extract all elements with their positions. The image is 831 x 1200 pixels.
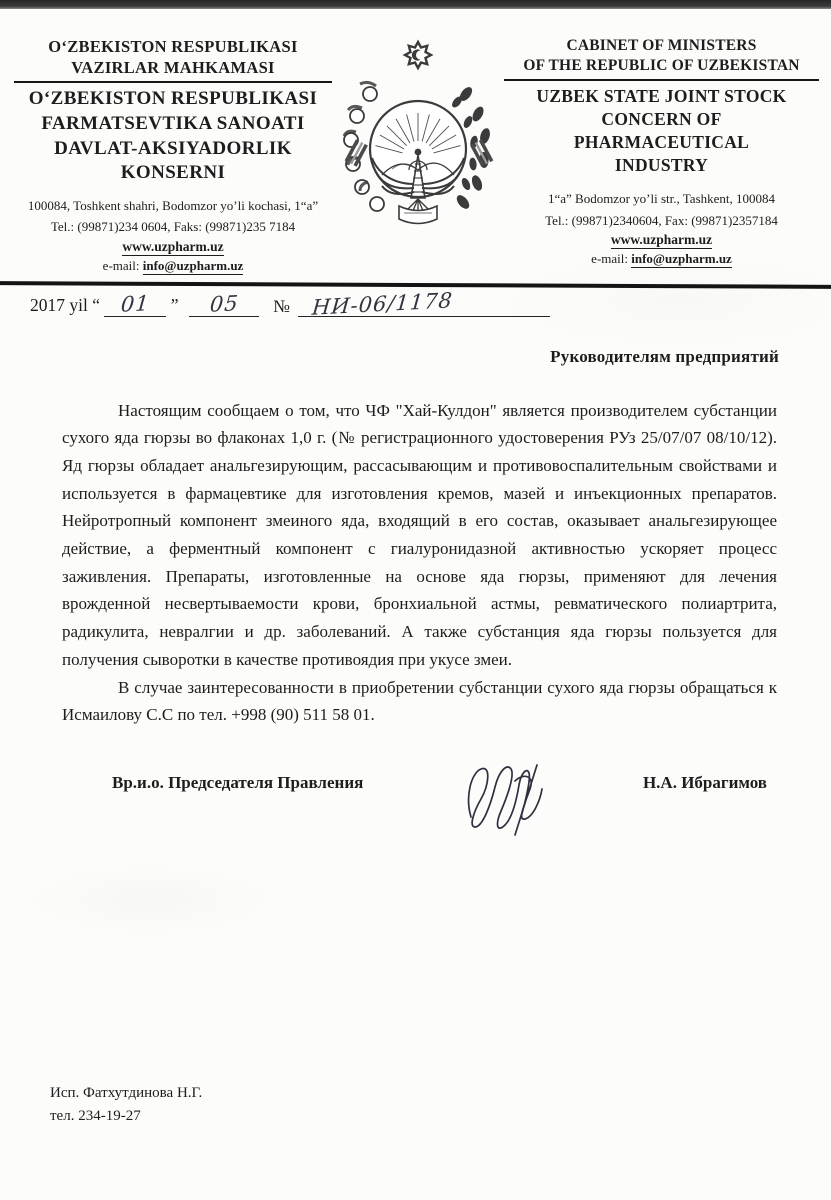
org-name-uz-line4: KONSERNI: [120, 162, 226, 184]
org-name-en-line3: PHARMACEUTICAL: [573, 131, 750, 152]
letterhead-uzbek-column: [12, 36, 334, 274]
letterhead-emblem-column: [334, 36, 502, 238]
outgoing-number-slot: [298, 288, 550, 321]
org-parent-en: [502, 36, 821, 76]
contact-block-uz: [12, 196, 334, 274]
header-rule: [0, 281, 831, 288]
handwritten-number: НИ-06/1178: [311, 288, 455, 321]
signer-title: Вр.и.о. Председателя Правления: [112, 772, 364, 792]
date-day-slot: [104, 293, 166, 316]
handwritten-month: 05: [208, 291, 240, 318]
body-paragraph-1: Настоящим сообщаем о том, что ЧФ "Хай-Кулдон" является производителем субстанции сухого яда гюрзы во флаконах 1,0 г. (№ регистрационного удостоверения РУз 25/07/07 08/10/12). Яд гюрзы обладает анальгезирующим, рассасывающим и противовоспалительным свойствами и используется в фармацевтике для изготовления кремов, мазей и инъекционных препаратов. Нейротропный компонент змеиного яда, входящий в его состав, оказывает анальгезирующее действие, а ферментный компонент с гиалуронидазной активностью ускоряет процесс заживления. Препараты, изготовленные на основе яда гюрзы, применяют для лечения врожденной несвертываемости крови, бронхиальной астмы, ревматического полиартрита, радикулита, невралгии и др. заболеваний. А также субстанция яда гюрзы пользуется для получения сыворотки в качестве противоядия при укусе змеи.: [62, 400, 777, 669]
executor-name: Исп. Фатхутдинова Н.Г.: [50, 1085, 203, 1101]
letterhead-english-column: [502, 36, 821, 267]
executor-block: [50, 1082, 202, 1129]
org-name-uz-line2: FARMATSEVTIKA SANOATI: [41, 112, 305, 134]
org-name-uz-line1: O‘ZBEKISTON RESPUBLIKASI: [28, 88, 318, 110]
website-uz: www.uzpharm.uz: [122, 238, 224, 254]
quote-open: “: [92, 295, 101, 316]
scan-edge-artifact: [0, 0, 831, 9]
address-uz: 100084, Toshkent shahri, Bodomzor yo’li kochasi, 1“a”: [27, 197, 319, 213]
header-divider-left: [14, 81, 332, 83]
email-en: e-mail: info@uzpharm.uz: [591, 251, 732, 267]
org-parent-en-line2: OF THE REPUBLIC OF UZBEKISTAN: [523, 56, 800, 74]
phones-uz: Tel.: (99871)234 0604, Faks: (99871)235 7184: [50, 219, 296, 235]
quote-close: ”: [170, 295, 179, 316]
org-name-en-line2: CONCERN OF: [601, 108, 722, 129]
org-name-en: [502, 85, 821, 177]
executor-phone: тел. 234-19-27: [50, 1108, 141, 1125]
website-en: www.uzpharm.uz: [610, 232, 713, 248]
date-line: [30, 288, 831, 321]
body-paragraph-2: В случае заинтересованности в приобретении субстанции сухого яда гюрзы обращаться к Исмаилову С.С по тел. +998 (90) 511 58 01.: [62, 677, 777, 725]
org-name-uz-line3: DAVLAT-AKSIYADORLIK: [54, 137, 292, 159]
header-divider-right: [504, 79, 819, 81]
signer-name: Н.А. Ибрагимов: [642, 772, 767, 792]
org-parent-uz-line2: VAZIRLAR MAHKAMASI: [71, 58, 275, 78]
addressee: Руководителям предприятий: [550, 346, 779, 366]
date-month-slot: [189, 293, 259, 316]
address-en: 1“a” Bodomzor yo’li str., Tashkent, 100084: [547, 191, 776, 207]
letter-body: [62, 397, 777, 729]
org-parent-en-line1: CABINET OF MINISTERS: [566, 37, 757, 54]
number-sign: №: [273, 295, 290, 316]
handwritten-day: 01: [119, 291, 151, 318]
org-name-uz: [12, 87, 334, 186]
org-name-en-line4: INDUSTRY: [614, 154, 709, 175]
signature-block: [112, 765, 767, 839]
contact-block-en: [502, 189, 821, 267]
org-parent-uz: [12, 36, 334, 78]
uzbekistan-coat-of-arms-icon: [336, 36, 500, 238]
org-parent-uz-line1: O‘ZBEKISTON RESPUBLIKASI: [48, 37, 298, 56]
email-uz: e-mail: info@uzpharm.uz: [102, 257, 244, 273]
handwritten-signature-icon: [457, 759, 549, 839]
letterhead: [0, 0, 831, 274]
org-name-en-line1: UZBEK STATE JOINT STOCK: [536, 85, 787, 106]
date-prefix: 2017 yil: [30, 295, 88, 316]
phones-en: Tel.: (99871)2340604, Fax: (99871)2357184: [545, 212, 778, 228]
